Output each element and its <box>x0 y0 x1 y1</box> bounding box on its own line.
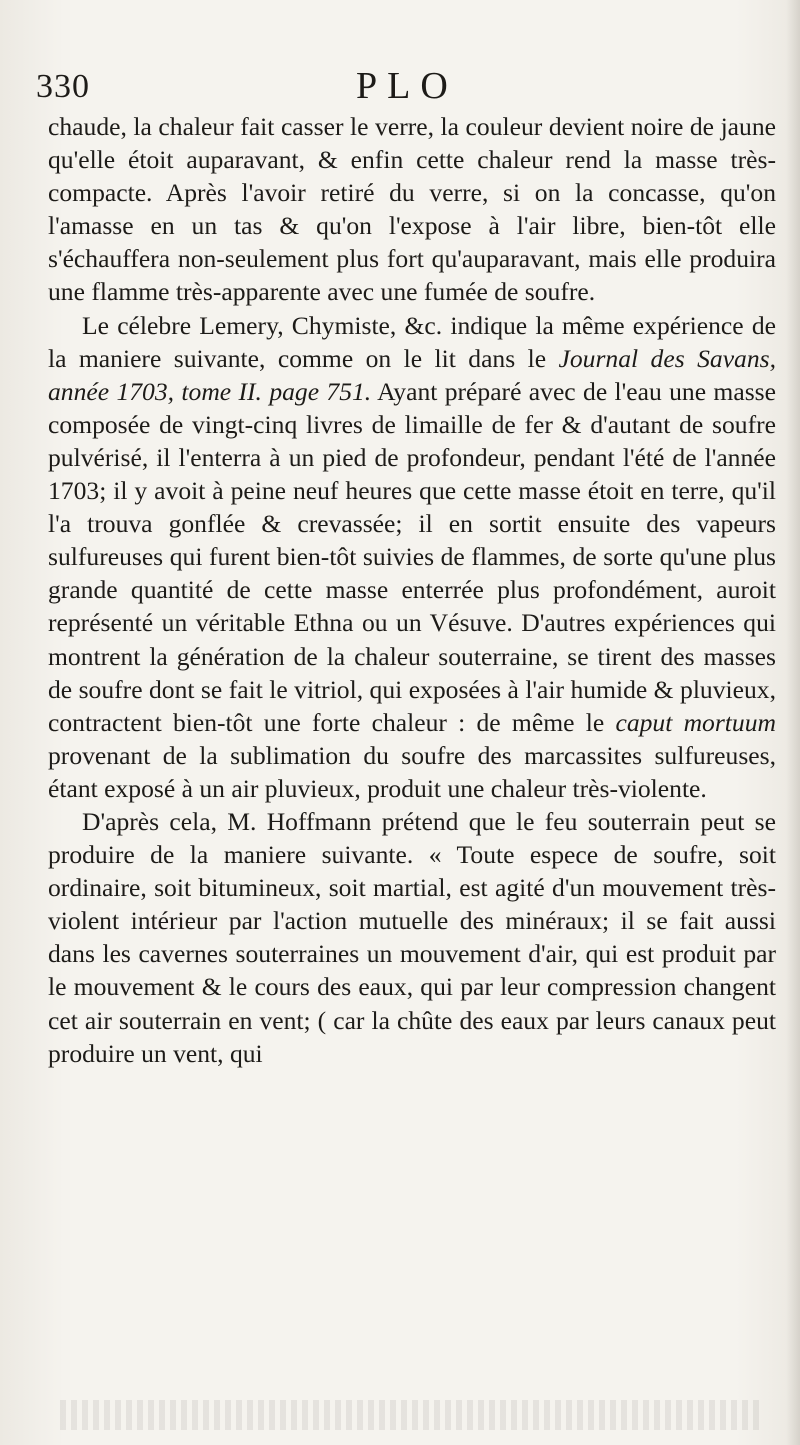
paragraph-2-part-1: Le célebre Lemery, Chymiste, &c. indique la même expérience de la maniere suivante, comme on le lit dans le <box>48 310 776 373</box>
show-through-text <box>60 1400 760 1430</box>
page-header <box>36 62 776 112</box>
page-number: 330 <box>36 68 90 105</box>
paragraph-2-part-2: Ayant préparé avec de l'eau une masse composée de vingt-cinq livres de limaille de fer & d'autant de soufre pulvérisé, il l'enterra à un pied de profondeur, pendant l'été de l'année 1703; il y avoit à peine neuf heures que cette masse étoit en terre, qu'il l'a trouva gonflée & crevassée; il en sortit ensuite des vapeurs sulfureuses qui furent bien-tôt suivies de flammes, de sorte qu'une plus grande quantité de cette masse enterrée plus profondément, auroit représenté un véritable Ethna ou un Vésuve. D'autres expériences qui montrent la génération de la chaleur souterraine, se tirent des masses de soufre dont se fait le vitriol, qui exposées à l'air humide & pluvieux, contractent bien-tôt une forte chaleur : de même le <box>48 376 776 737</box>
paragraph-2 <box>48 309 776 805</box>
paragraph-3: D'après cela, M. Hoffmann prétend que le feu souterrain peut se produire de la maniere suivante. « Toute espece de soufre, soit ordinaire, soit bitumineux, soit martial, est agité d'un mouvement très-violent intérieur par l'action mutuelle des minéraux; il se fait aussi dans les cavernes souterraines un mouvement d'air, qui est produit par le mouvement & le cours des eaux, qui par leur compression changent cet air souterrain en vent; ( car la chûte des eaux par leurs canaux peut produire un vent, qui <box>48 806 776 1068</box>
page-edge-shadow <box>786 0 800 1445</box>
body-text <box>48 110 776 1070</box>
paragraph-2-part-3: provenant de la sublimation du soufre des marcassites sulfureuses, étant exposé à un air pluvieux, produit une chaleur très-violente. <box>48 740 776 803</box>
running-head: PLO <box>356 65 458 107</box>
latin-term: caput mortuum <box>615 707 776 737</box>
paragraph-1: chaude, la chaleur fait casser le verre, la couleur devient noire de jaune qu'elle étoit auparavant, & enfin cette chaleur rend la masse très-compacte. Après l'avoir retiré du verre, si on la concasse, qu'on l'amasse en un tas & qu'on l'expose à l'air libre, bien-tôt elle s'échauffera non-seulement plus fort qu'auparavant, mais elle produira une flamme très-apparente avec une fumée de soufre. <box>48 112 776 307</box>
journal-citation: Journal des Savans, année 1703, tome II. page 751. <box>48 343 777 406</box>
